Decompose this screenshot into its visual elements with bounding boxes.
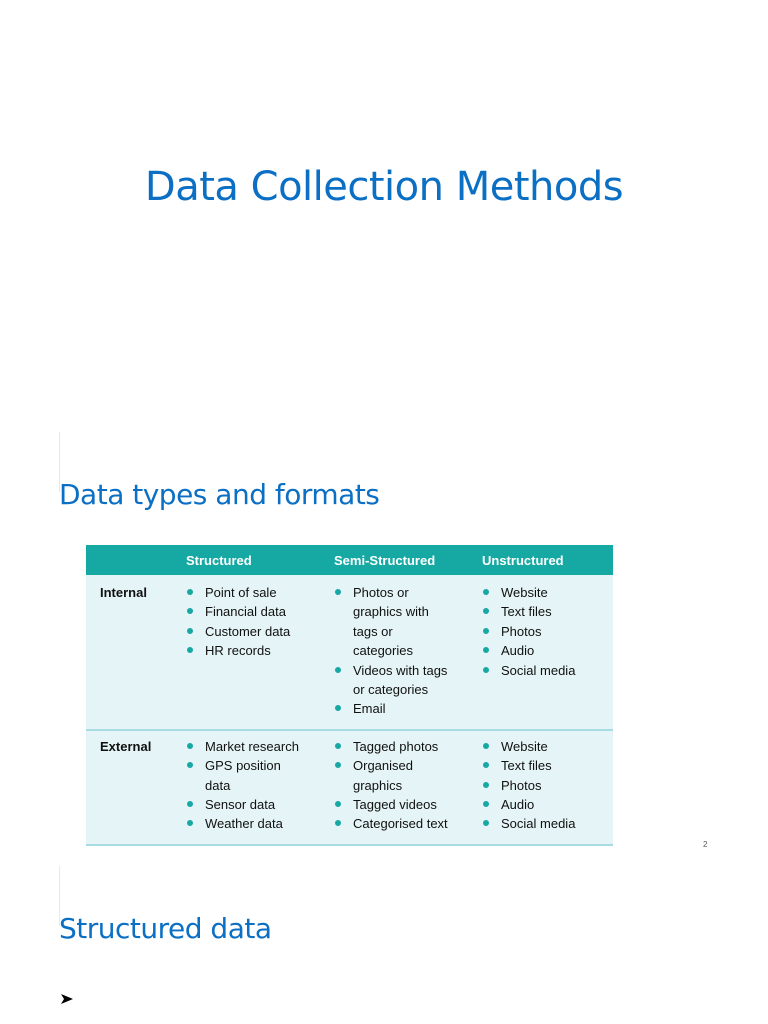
table-header-row xyxy=(86,545,613,575)
table-row xyxy=(86,730,613,845)
bullet-list xyxy=(334,737,472,834)
list-item: HR records xyxy=(186,641,324,660)
list-item: Tagged photos xyxy=(334,737,472,756)
section-heading-data-types: Data types and formats xyxy=(59,478,380,511)
bullet-list xyxy=(482,737,613,834)
arrowhead-bullet-icon xyxy=(60,992,74,1008)
list-item: Email xyxy=(334,699,472,718)
list-item: Categorised text xyxy=(334,814,472,833)
list-item: Text files xyxy=(482,756,613,775)
table-cell xyxy=(176,575,324,730)
table-header-cell xyxy=(86,545,176,575)
list-item: Sensor data xyxy=(186,795,324,814)
list-item: Organised graphics xyxy=(334,756,433,795)
list-item: Website xyxy=(482,583,613,602)
table-cell xyxy=(472,730,613,845)
list-item: Website xyxy=(482,737,613,756)
data-types-table xyxy=(86,545,613,846)
bullet-list xyxy=(482,583,613,680)
bullet-list xyxy=(334,583,472,719)
list-item: Weather data xyxy=(186,814,324,833)
table-header-cell: Semi-Structured xyxy=(324,545,472,575)
bullet-list xyxy=(186,737,324,834)
list-item: GPS position data xyxy=(186,756,293,795)
list-item: Audio xyxy=(482,641,613,660)
table-cell xyxy=(324,575,472,730)
list-item: Videos with tags or categories xyxy=(334,661,455,700)
list-item: Photos xyxy=(482,776,613,795)
list-item: Photos or graphics with tags or categories xyxy=(334,583,441,661)
list-item: Social media xyxy=(482,814,613,833)
table-cell xyxy=(324,730,472,845)
bullet-list xyxy=(186,583,324,661)
table-cell xyxy=(176,730,324,845)
list-item: Tagged videos xyxy=(334,795,472,814)
list-item: Customer data xyxy=(186,622,324,641)
list-item: Social media xyxy=(482,661,613,680)
table-header-cell: Structured xyxy=(176,545,324,575)
list-item: Audio xyxy=(482,795,613,814)
list-item: Point of sale xyxy=(186,583,324,602)
table-header-cell: Unstructured xyxy=(472,545,613,575)
list-item: Market research xyxy=(186,737,324,756)
table-row xyxy=(86,575,613,730)
list-item: Text files xyxy=(482,602,613,621)
arrowhead-bullet-icon-glyph xyxy=(60,993,74,1005)
table-cell xyxy=(472,575,613,730)
list-item: Photos xyxy=(482,622,613,641)
page-title: Data Collection Methods xyxy=(144,164,624,210)
row-label: External xyxy=(86,730,176,845)
page-number: 2 xyxy=(703,840,708,849)
row-label: Internal xyxy=(86,575,176,730)
section-heading-structured-data: Structured data xyxy=(59,912,272,945)
list-item: Financial data xyxy=(186,602,324,621)
